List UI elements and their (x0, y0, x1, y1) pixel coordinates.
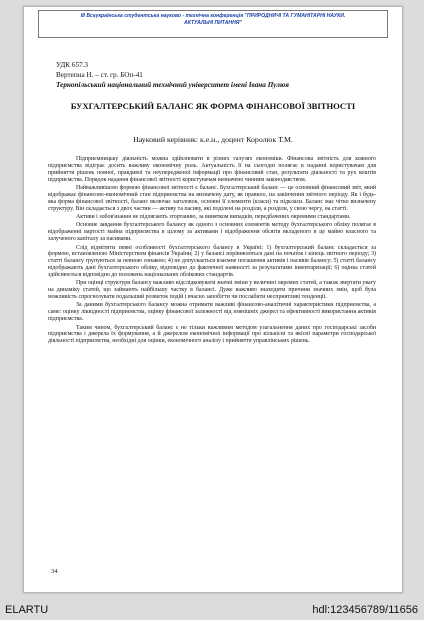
paragraph-5: Слід відмітити певні особливості бухгалтерського балансу в Україні: 1) бухгалтерський баланс складається за формою, встановленою Міністерством фінансів України; 2) у балансі порівнюються дані на початок і кінець звітного періоду; 3) статті балансу групуються за певною ознакою; 4) не допускається взаємне погашення активів і пасивів балансу; 5) статті балансу відображають дані бухгалтерського обліку, відповідно до фактичної наявності за результатами інвентаризації; 6) оцінка статей здійснюється відповідно до положень національних облікових стандартів. (48, 244, 376, 278)
author-line: Вертепна Н. – ст. гр. БОп-41 (56, 71, 143, 79)
conference-header-line-1: III Всеукраїнська студентська науково - технічна конференція "ПРИРОДНИЧІ ТА ГУМАНІТАРНІ НАУКИ. (80, 13, 346, 19)
paragraph-4: Основне завдання бухгалтерського балансу як одного з основних елементів методу бухгалтерського обліку полягає в відображенні вартості майна підприємства в цілому за активами і відображення обсягів вкладеного в це майно власного та залученого капіталу за пасивами. (48, 222, 376, 243)
article-body (48, 156, 376, 347)
scientific-advisor: Науковий керівник: к.е.н., доцент Королюк Т.М. (133, 135, 293, 144)
document-page (23, 6, 403, 593)
paragraph-6: При оцінці структури балансу важливо відслідковувати значні зміни у величині окремих статей, а також звертати увагу на динаміку статей, що займають найбільшу частку в балансі. Дуже важливо знаходити причини значних змін, щоб була можливість спрогнозувати подальший розвиток подій і вчасно запобігти чи послабити несприятливі тенденції. (48, 280, 376, 300)
paragraph-1: Підприємницьку діяльність можна здійснювати в різних галузях економіки. Фінансова звітність для кожного підприємства відіграє досить важливу економічну роль. Актуальність її на сьогодні полягає в наданні користувачам для прийняття рішень повної, правдивої та неупередженої інформації про фінансовий стан, результати діяльності та рух коштів підприємства. Порядок надання фінансової звітності користувачам визначено чинним законодавством. (48, 156, 376, 183)
paragraph-8: Таким чином, бухгалтерський баланс є не тільки важливим методом узагальнення даних про господарські засоби підприємства і джерела їх формування, а й джерелом економічної інформації про кількісні та якісні параметри господарської діяльності підприємства, необхідні для оцінки, економічного аналізу і прийняття управлінських рішень. (48, 324, 376, 345)
page-number: 34 (51, 568, 58, 575)
article-meta (56, 60, 289, 90)
udc-code: УДК 657.3 (56, 61, 89, 69)
conference-header-line-2: АКТУАЛЬНІ ПИТАННЯ" (184, 19, 242, 26)
paragraph-3: Активи і зобов'язання не підлягають згортанню, за винятком випадків, передбачених окремими стандартами. (76, 213, 351, 220)
university-name: Тернопільський національний технічний університет імені Івана Пулюя (56, 81, 289, 89)
paragraph-2: Найважливішою формою фінансової звітності є баланс. Бухгалтерський баланс — це основний фінансовий звіт, який відображає фінансово-економічний стан підприємства на визначену дату, як правило, на закінчення звітного періоду. Як і будь-яка форма фінансової звітності, баланс включає заголовок, основні її елементи (класи) та підкласи. Баланс має чітко визначену структуру. Він складається з двох частин — активу та пасиву, які поділені на розділи, а розділи, у свою чергу, на статті. (48, 184, 376, 212)
handle-id: hdl:123456789/11656 (312, 604, 418, 616)
conference-header (38, 10, 388, 38)
article-title: БУХГАЛТЕРСЬКИЙ БАЛАНС ЯК ФОРМА ФІНАНСОВОЇ ЗВІТНОСТІ (70, 101, 356, 111)
paragraph-7: За даними бухгалтерського балансу можна отримати важливі фінансово-аналітичні характеристики підприємства, а саме: оцінку ліквідності підприємства, оцінку фінансової залежності від зовнішніх джерел та ефективності використання активів підприємства. (48, 302, 376, 323)
repository-name: ELARTU (5, 604, 49, 616)
